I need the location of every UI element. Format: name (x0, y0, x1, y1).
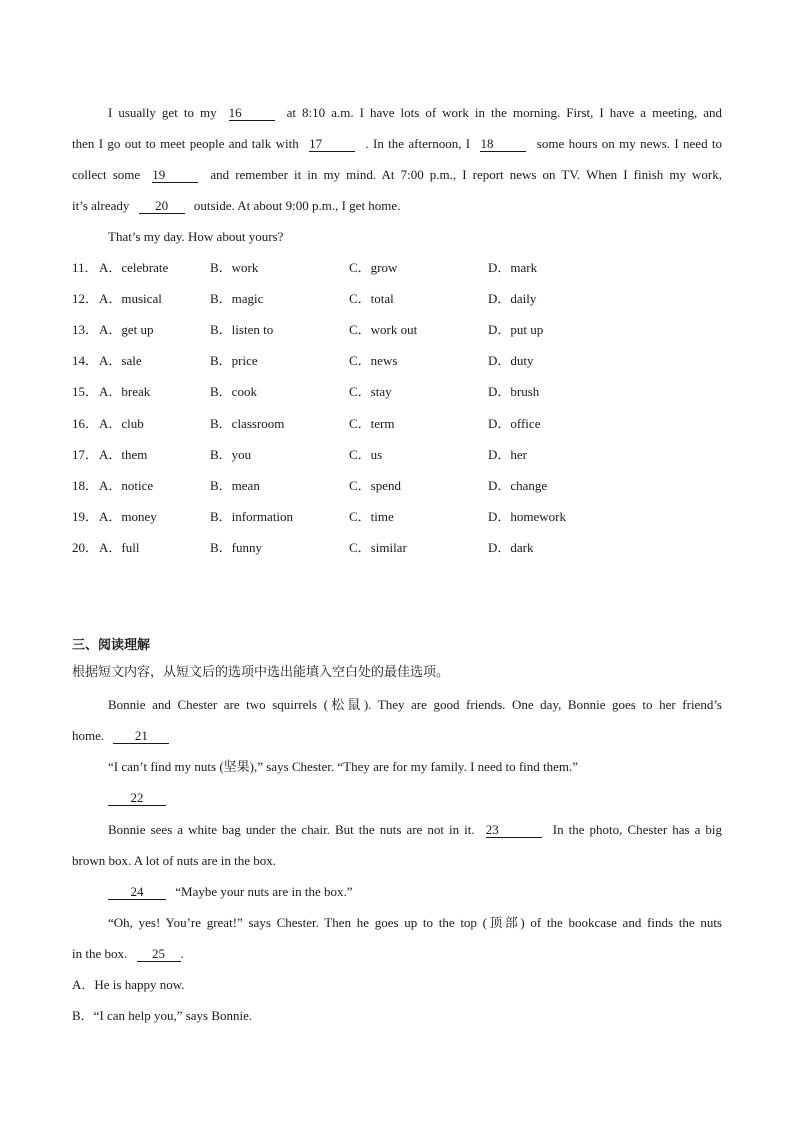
option-b: B．listen to (210, 322, 274, 338)
option-a: A．them (99, 446, 148, 462)
passage1-line-3 (72, 166, 722, 184)
question-row (72, 508, 722, 526)
passage2-line-1: Bonnie and Chester are two squirrels (松鼠). They are good friends. One day, Bonnie goes to her friend’s (108, 697, 722, 712)
option-d: D．homework (488, 508, 566, 524)
option-b: B．work (210, 260, 259, 275)
answer-option-b: B．“I can help you,” says Bonnie. (72, 1008, 253, 1023)
option-d: D．brush (488, 384, 540, 400)
text-segment: at 8:10 a.m. I have lots of work in the morning. First, I have a meeting, and (286, 105, 723, 120)
blank-16: 16 (229, 106, 275, 121)
blank-17: 17 (309, 137, 355, 152)
passage1-line-1 (108, 104, 722, 122)
option-b: B．funny (210, 539, 263, 555)
option-d: D．put up (488, 322, 544, 338)
blank-20: 20 (139, 199, 185, 214)
option-c: C．term (349, 415, 395, 431)
option-a: A．musical (99, 291, 162, 307)
passage1-line-5: That’s my day. How about yours? (108, 229, 284, 244)
question-number: 14． (72, 353, 99, 369)
option-d: D．her (488, 446, 527, 462)
blank-24: 24 (108, 885, 166, 900)
question-number: 19． (72, 508, 99, 524)
question-row (72, 539, 722, 557)
text-segment: home. (72, 728, 105, 743)
text-segment: it’s already (72, 198, 130, 213)
question-row (72, 383, 722, 401)
option-a: A．break (99, 384, 151, 400)
text-segment: “Maybe your nuts are in the box.” (175, 884, 353, 899)
passage2-line-2 (72, 727, 722, 745)
text-segment: and remember it in my mind. At 7:00 p.m., I report news on TV. When I finish my work, (210, 167, 723, 182)
blank-21: 21 (113, 729, 169, 744)
text-segment: then I go out to meet people and talk with (72, 136, 299, 151)
passage2-line-7 (108, 883, 722, 901)
option-a: A．full (99, 539, 140, 555)
option-c: C．similar (349, 539, 407, 555)
text-segment: . In the afternoon, I (365, 136, 471, 151)
question-number: 13． (72, 322, 99, 338)
question-number: 17． (72, 446, 99, 462)
blank-22: 22 (108, 791, 166, 806)
option-b: B．you (210, 446, 252, 462)
option-c: C．work out (349, 322, 418, 338)
option-b: B．price (210, 353, 258, 369)
question-row (72, 477, 722, 495)
option-a: A．notice (99, 477, 154, 493)
section-title: 三、阅读理解 (72, 638, 151, 653)
question-row (72, 290, 722, 308)
question-number: 11． (72, 260, 98, 275)
question-number: 15． (72, 384, 99, 400)
option-b: B．mean (210, 477, 260, 493)
option-b: B．information (210, 508, 294, 524)
option-a: A．sale (99, 353, 142, 369)
option-d: D．change (488, 477, 548, 493)
text-segment: I usually get to my (108, 105, 217, 120)
passage2-line-4 (108, 789, 722, 807)
text-segment: collect some (72, 167, 141, 182)
question-row (72, 446, 722, 464)
passage2-line-3: “I can’t find my nuts (坚果),” says Chester. “They are for my family. I need to find them.” (108, 759, 579, 774)
passage1-line-4 (72, 197, 722, 215)
text-segment: Bonnie sees a white bag under the chair. But the nuts are not in it. (108, 822, 475, 837)
text-segment: some hours on my news. I need to (536, 136, 723, 151)
option-d: D．duty (488, 353, 534, 369)
blank-19: 19 (152, 168, 198, 183)
question-row (72, 352, 722, 370)
option-c: C．news (349, 353, 398, 369)
option-a: A．money (99, 508, 157, 524)
option-c: C．stay (349, 384, 392, 400)
question-number: 16． (72, 415, 99, 431)
passage2-line-8: “Oh, yes! You’re great!” says Chester. Then he goes up to the top (顶部) of the bookcase and finds the nuts (108, 915, 722, 930)
passage1-line-2 (72, 135, 722, 153)
option-c: C．us (349, 446, 383, 462)
passage2-line-9 (72, 945, 722, 963)
answer-option-a: A．He is happy now. (72, 977, 185, 992)
option-d: D．office (488, 415, 541, 431)
option-c: C．time (349, 508, 394, 524)
text-segment: . (180, 946, 184, 961)
text-segment: In the photo, Chester has a big (552, 822, 723, 837)
option-b: B．magic (210, 291, 264, 307)
passage2-line-6: brown box. A lot of nuts are in the box. (72, 853, 277, 868)
question-number: 18． (72, 477, 99, 493)
option-d: D．mark (488, 260, 538, 275)
question-row (72, 259, 722, 277)
question-number: 20． (72, 539, 99, 555)
option-b: B．cook (210, 384, 257, 400)
blank-23: 23 (486, 823, 542, 838)
option-d: D．dark (488, 539, 534, 555)
question-row (72, 321, 722, 339)
option-a: A．get up (99, 322, 154, 338)
option-c: C．total (349, 291, 394, 307)
text-segment: in the box. (72, 946, 128, 961)
section-instruction: 根据短文内容，从短文后的选项中选出能填入空白处的最佳选项。 (72, 665, 450, 680)
option-c: C．spend (349, 477, 402, 493)
text-segment: outside. At about 9:00 p.m., I get home. (193, 198, 401, 213)
option-b: B．classroom (210, 415, 285, 431)
option-c: C．grow (349, 260, 398, 275)
question-number: 12． (72, 291, 99, 307)
option-a: A．celebrate (99, 260, 169, 275)
option-a: A．club (99, 415, 144, 431)
passage2-line-5 (108, 821, 722, 839)
blank-25: 25 (137, 947, 181, 962)
blank-18: 18 (480, 137, 526, 152)
question-row (72, 415, 722, 433)
option-d: D．daily (488, 291, 537, 307)
